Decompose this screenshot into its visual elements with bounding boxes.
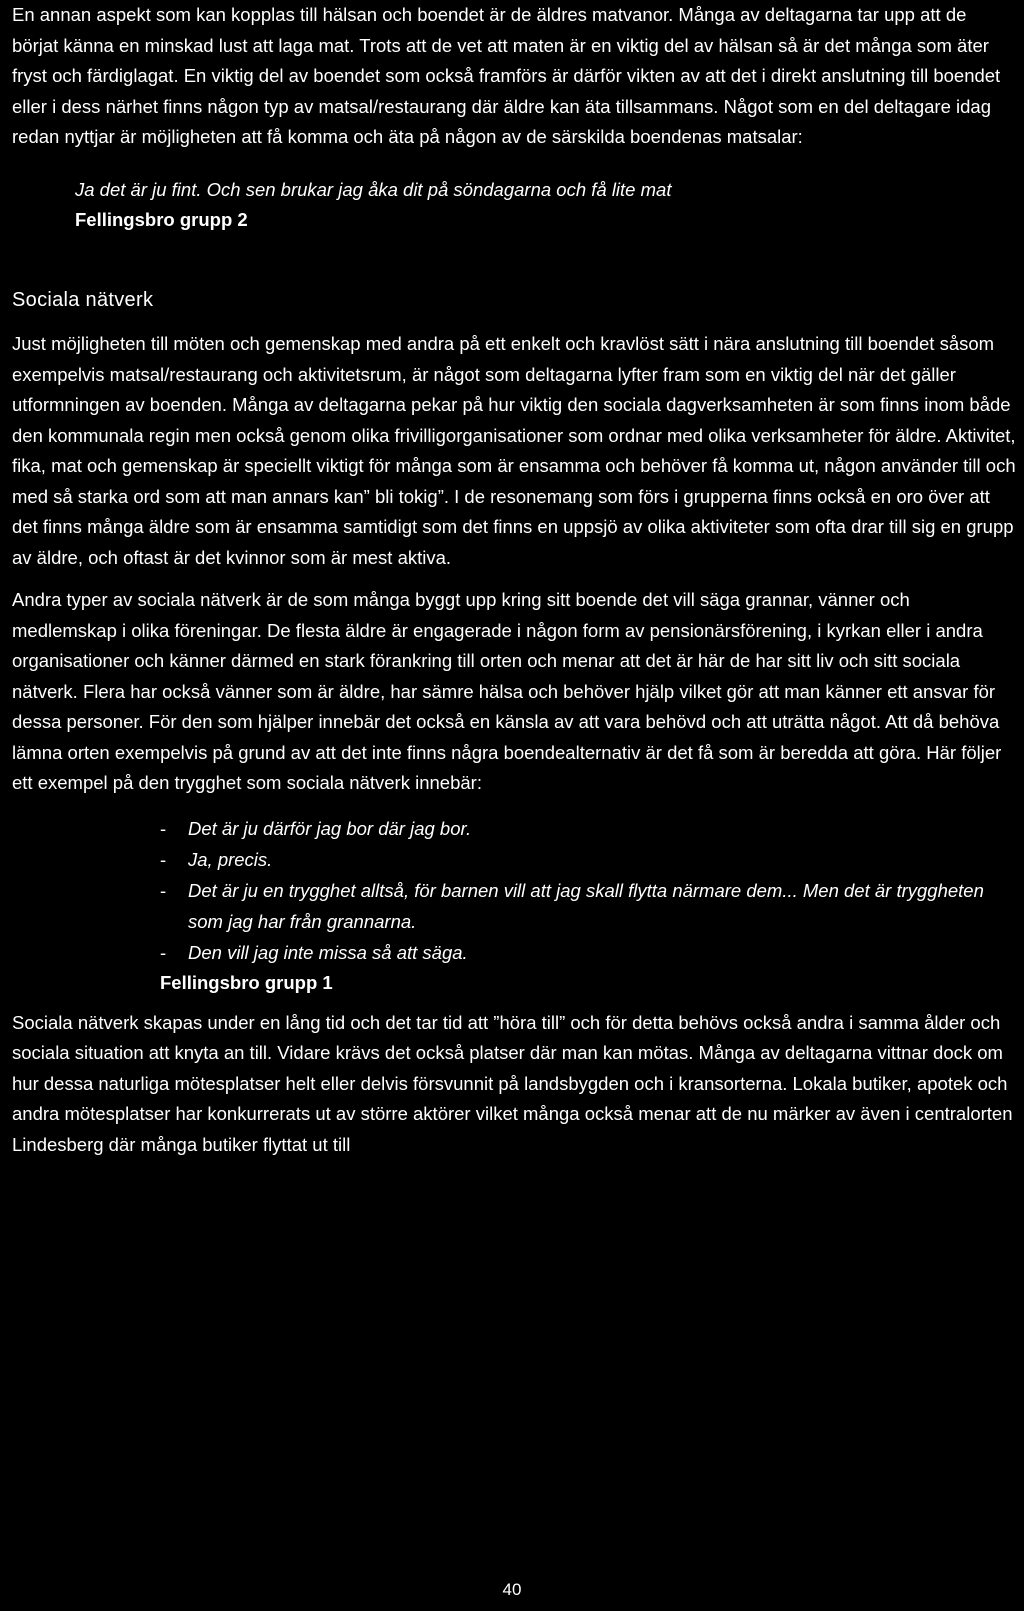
dialog-line: - Det är ju en trygghet alltså, för barnen vill att jag skall flytta närmare dem... Men det är tryggheten som jag har från grannarna. xyxy=(160,879,984,932)
paragraph-social-meeting: Just möjligheten till möten och gemenskap med andra på ett enkelt och kravlöst sätt i nära anslutning till boendet såsom exempelvis matsal/restaurang och aktivitetsrum, är något som deltagarna lyfter fram som en viktig del när det gäller utformningen av boenden. Många av deltagarna pekar på hur viktig den sociala dagverksamheten är som finns inom både den kommunala regin men också genom olika frivilligorganisationer som ordnar med olika verksamheter för äldre. Aktivitet, fika, mat och gemenskap är speciellt viktigt för många som är ensamma och behöver få komma ut, någon använder till och med så starka ord som att man annars kan” bli tokig”. I de resonemang som förs i grupperna finns också en oro över att det finns många äldre som är ensamma samtidigt som det finns en uppsjö av olika aktiviteter som ofta drar till sig en grupp av äldre, och oftast är det kvinnor som är mest aktiva. xyxy=(12,333,1016,568)
page-number: 40 xyxy=(502,1580,522,1599)
section-heading: Sociala nätverk xyxy=(12,288,154,311)
quote-block-1 xyxy=(75,175,1016,235)
dialog-line: - Det är ju därför jag bor där jag bor. xyxy=(160,817,472,839)
participant-quote: Ja det är ju fint. Och sen brukar jag åka dit på söndagarna och få lite mat xyxy=(75,178,672,200)
paragraph-social-networks: Andra typer av sociala nätverk är de som många byggt upp kring sitt boende det vill säga grannar, vänner och medlemskap i olika föreningar. De flesta äldre är engagerade i någon form av pensionärsförening, i kyrkan eller i andra organisationer och känner därmed en stark förankring till orten och menar att det är här de har sitt liv och sitt sociala nätverk. Flera har också vänner som är äldre, har sämre hälsa och behöver hjälp vilket gör att man känner ett ansvar för dessa personer. För den som hjälper innebär det också en känsla av att vara behövd och att uträtta något. Att då behöva lämna orten exempelvis på grund av att det inte finns några boendealternativ är det få som är beredda att göra. Här följer ett exempel på den trygghet som sociala nätverk innebär: xyxy=(12,589,1002,794)
document-page xyxy=(12,0,1016,1160)
dialog-line: - Ja, precis. xyxy=(160,848,273,870)
dialog-source: Fellingsbro grupp 1 xyxy=(160,971,333,993)
dialog-list xyxy=(12,813,1016,968)
dialog-line: - Den vill jag inte missa så att säga. xyxy=(160,941,468,963)
paragraph-meeting-places: Sociala nätverk skapas under en lång tid och det tar tid att ”höra till” och för detta behövs också andra i samma ålder och sociala situation att knyta an till. Vidare krävs det också platser där man kan mötas. Många av deltagarna vittnar dock om hur dessa naturliga mötesplatser helt eller delvis försvunnit på landsbygden och i kransorterna. Lokala butiker, apotek och andra mötesplatser har konkurrerats ut av större aktörer vilket många också menar att de nu märker av även i centralorten Lindesberg där många butiker flyttat ut till xyxy=(12,1011,1013,1155)
paragraph-food-habits: En annan aspekt som kan kopplas till hälsan och boendet är de äldres matvanor. Många av deltagarna tar upp att de börjat känna en minskad lust att laga mat. Trots att de vet att maten är en viktig del av hälsan så är det många som äter fryst och färdiglagat. En viktig del av boendet som också framförs är därför vikten av att det i direkt anslutning till boendet eller i dess närhet finns någon typ av matsal/restaurang där äldre kan äta tillsammans. Något som en del deltagare idag redan nyttjar är möjligheten att få komma och äta på någon av de särskilda boendenas matsalar: xyxy=(12,4,1001,147)
quote-source: Fellingsbro grupp 2 xyxy=(75,208,248,230)
